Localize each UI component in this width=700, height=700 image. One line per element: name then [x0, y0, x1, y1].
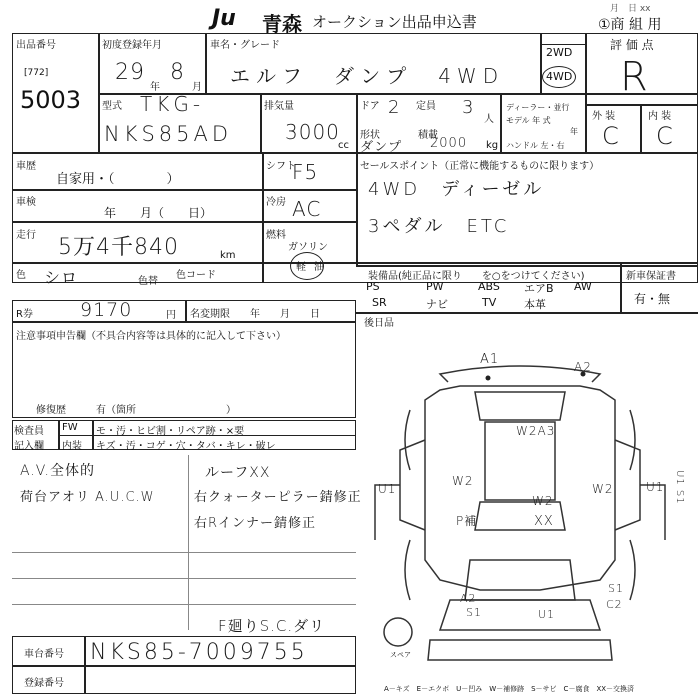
- mileage-label: 走行: [16, 230, 36, 241]
- name-change-value: 年 月 日: [250, 309, 320, 320]
- warranty-label: 新車保証書: [626, 271, 676, 282]
- notes-label: 注意事項申告欄（不具合内容等は具体的に記入して下さい）: [16, 331, 286, 342]
- header-logo: Ju: [212, 6, 236, 31]
- history-label: 車歴: [16, 161, 36, 172]
- load-unit: kg: [486, 140, 499, 151]
- first-reg-label: 初度登録年月: [102, 40, 162, 51]
- mark-right-far: U1 S1: [674, 470, 685, 505]
- grade-value: R: [620, 54, 649, 100]
- mark-rear-right-1: S1: [608, 582, 624, 595]
- equip-navi: ナビ: [426, 298, 448, 311]
- shift-label: シフト: [266, 161, 296, 172]
- mark-rear-left-2: S1: [466, 606, 482, 619]
- type-label: 型式: [102, 101, 122, 112]
- drive-4wd: 4WD: [546, 70, 573, 83]
- inspector-note-right-2: 右クォーターピラー錆修正: [194, 490, 362, 505]
- lot-number: 5003: [20, 86, 82, 114]
- fuel-elec: 油: [314, 262, 324, 273]
- mark-left-door: W2: [452, 474, 474, 488]
- color-label: 色: [16, 270, 26, 281]
- warranty-value: 有・無: [634, 292, 671, 306]
- first-reg-month: 8: [170, 60, 185, 85]
- exterior-value: C: [602, 122, 620, 150]
- mark-rear-right-2: C2: [606, 598, 623, 611]
- shape-value: ダンプ: [360, 140, 403, 155]
- year-suffix: 年: [150, 82, 160, 93]
- model-name-value: エルフ ダンプ 4WD: [230, 64, 505, 88]
- type-value-1: TKG-: [140, 92, 205, 116]
- ac-label: 冷房: [266, 197, 286, 208]
- equip-sr: SR: [372, 296, 387, 309]
- legend: A－キズ E－エクボ U－凹み W－補修跡 S－サビ C－腐食 XX－交換済: [384, 685, 635, 693]
- reg-label: 登録番号: [24, 678, 64, 689]
- fuel-gas: ガソリン: [288, 242, 328, 253]
- displacement-value: 3000: [285, 120, 340, 144]
- doors-label: ドア: [360, 101, 380, 112]
- inspector-note-right-3: 右Rインナー錆修正: [194, 516, 317, 531]
- drive-2wd: 2WD: [546, 46, 573, 59]
- repair-value: 有（箇所 ）: [96, 405, 236, 416]
- header-org: 青森: [262, 12, 302, 36]
- chassis-value: NKS85-7009755: [90, 640, 308, 665]
- color-code-label: 色コード: [176, 270, 216, 281]
- mark-front-right: A2: [574, 360, 592, 374]
- ac-value: AC: [292, 197, 322, 221]
- repair-label: 修復歴: [36, 405, 66, 416]
- interior-label: 内 装: [648, 111, 672, 122]
- equip-ps: PS: [366, 280, 380, 293]
- capacity-value: 3: [462, 97, 475, 118]
- inspector-note-left-1: A.V.全体的: [20, 463, 96, 479]
- selling-label: セールスポイント（正常に機能するものに限ります）: [360, 161, 600, 172]
- inspector-row2: キズ・汚・コゲ・穴・タバ・キレ・破レ: [96, 441, 276, 452]
- mark-left-panel: P補: [456, 514, 478, 528]
- equip-tv: TV: [482, 296, 497, 309]
- mark-right-inner: W2: [592, 482, 614, 496]
- mark-roof: W2A3: [516, 424, 556, 438]
- interior-value: C: [656, 122, 674, 150]
- mileage-unit: km: [220, 250, 236, 261]
- header-date: 月 日 xx: [610, 4, 651, 14]
- exterior-label: 外 装: [592, 111, 616, 122]
- inspector-row2-head: 内装: [62, 441, 82, 452]
- inspection-value: 年 月（ 日）: [104, 206, 213, 220]
- selling-line1: 4WD ディーゼル: [368, 179, 545, 200]
- lot-sub: [772]: [24, 68, 49, 78]
- inspector-note-right-1: ルーフXX: [205, 465, 271, 481]
- recycle-unit: 円: [166, 310, 176, 321]
- mark-left-side: U1: [378, 482, 397, 496]
- color-value: シロ: [44, 268, 79, 287]
- name-change-label: 名変期限: [190, 309, 230, 320]
- recycle-label: R券: [16, 309, 33, 320]
- model-year-suffix: 年: [570, 127, 578, 136]
- selling-line2: 3ペダル ETC: [368, 216, 510, 237]
- equip-abs: ABS: [478, 280, 500, 293]
- mark-right-door: U1: [646, 480, 665, 494]
- grade-label: 評 価 点: [610, 38, 654, 52]
- equip-airbag: エアB: [524, 282, 554, 295]
- inspector-label: 検査員: [14, 426, 44, 437]
- inspector-note-left-2: 荷台アオリ A.U.C.W: [20, 490, 155, 505]
- fuel-diesel: 軽: [296, 262, 306, 273]
- later-date-label: 後日品: [364, 318, 394, 329]
- dealer-label: ディーラー・並行: [506, 103, 570, 112]
- mileage-value: 5万4千840: [58, 235, 179, 260]
- spare-label: スペア: [390, 651, 411, 659]
- recycle-value: 9170: [80, 299, 133, 321]
- load-value: 2000: [430, 136, 468, 151]
- capacity-unit: 人: [484, 114, 494, 125]
- mark-center-x: XX: [534, 514, 554, 529]
- load-label: 積載: [418, 130, 438, 141]
- displacement-unit: cc: [338, 140, 349, 151]
- handle-label: ハンドル 左・右: [506, 141, 565, 150]
- copy-label: ①商 組 用: [598, 17, 662, 33]
- inspector-label2: 記入欄: [14, 441, 44, 452]
- color-change-label: 色替: [138, 276, 158, 287]
- inspector-note-bottom: F廻りS.C.ダリ: [218, 617, 326, 635]
- inspector-row1: モ・汚・ヒビ割・リペア跡・×要: [96, 426, 245, 437]
- month-suffix: 月: [192, 82, 202, 93]
- shift-value: F5: [292, 160, 319, 184]
- mark-rear-center: U1: [538, 608, 556, 621]
- type-value-2: NKS85AD: [104, 122, 233, 146]
- inspector-row1-head: FW: [62, 422, 78, 433]
- doors-value: 2: [388, 97, 401, 118]
- shape-label: 形状: [360, 130, 380, 141]
- first-reg-year: 29: [115, 60, 145, 85]
- lot-label: 出品番号: [16, 40, 56, 51]
- equip-leather: 本革: [524, 298, 546, 311]
- displacement-label: 排気量: [264, 101, 294, 112]
- model-name-label: 車名・グレード: [210, 40, 280, 51]
- equipment-label: 装備品(純正品に限り を○をつけてください): [368, 271, 585, 282]
- history-value: 自家用・（ ）: [56, 172, 180, 187]
- mark-rear-left-1: A2: [460, 592, 477, 605]
- model-year-label: モデル 年 式: [506, 116, 551, 125]
- inspection-label: 車検: [16, 197, 36, 208]
- capacity-label: 定員: [416, 101, 436, 112]
- mark-front-left: A1: [480, 352, 500, 367]
- equip-pw: PW: [426, 280, 444, 293]
- mark-center-top: W2: [532, 494, 554, 508]
- equip-aw: AW: [574, 280, 592, 293]
- header-title: オークション出品申込書: [312, 13, 477, 31]
- chassis-label: 車台番号: [24, 649, 64, 660]
- fuel-label: 燃料: [266, 230, 286, 241]
